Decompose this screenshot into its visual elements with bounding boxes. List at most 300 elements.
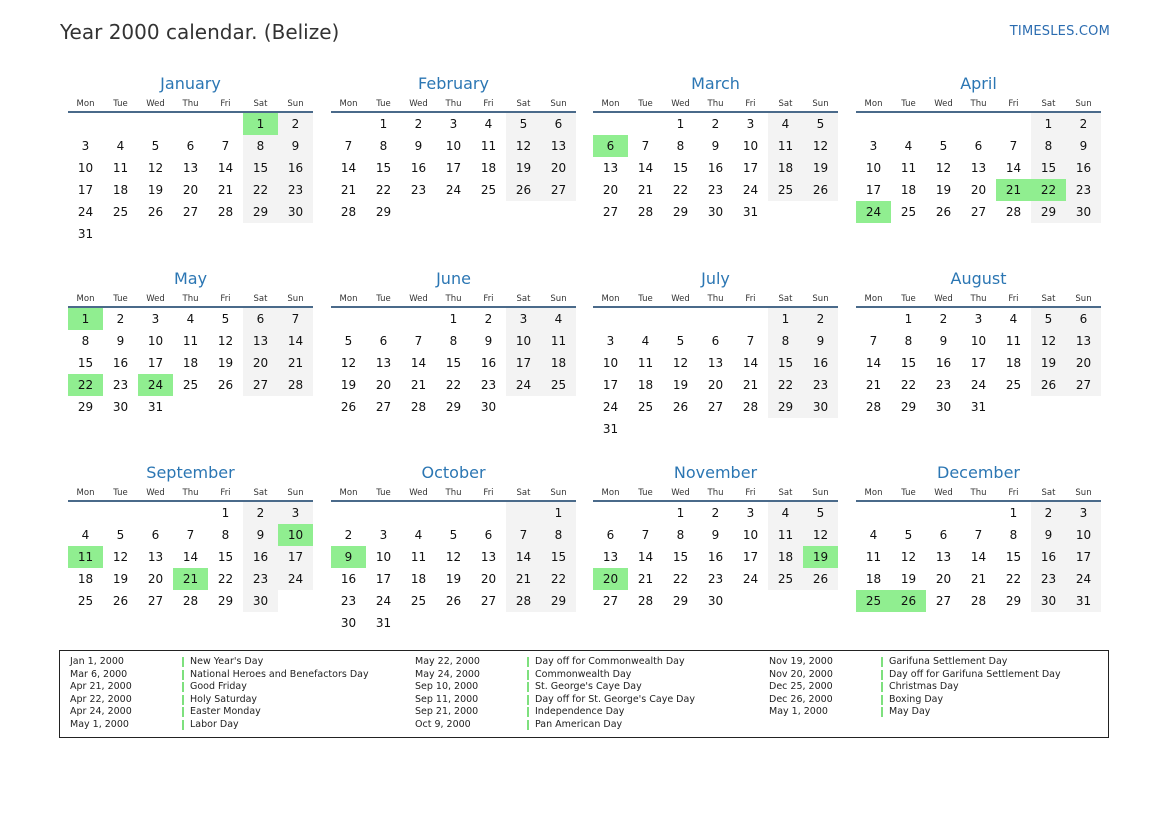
day-cell[interactable]: 3: [746, 117, 755, 131]
day-cell[interactable]: 17: [506, 352, 541, 374]
day-cell[interactable]: 24: [278, 568, 313, 590]
day-cell[interactable]: 16: [480, 356, 497, 370]
day-cell[interactable]: 14: [278, 330, 313, 352]
day-cell[interactable]: 24: [375, 594, 392, 608]
day-cell[interactable]: 20: [970, 183, 987, 197]
day-cell[interactable]: 13: [602, 550, 619, 564]
day-cell[interactable]: 13: [375, 356, 392, 370]
day-cell[interactable]: 11: [480, 139, 497, 153]
day-cell[interactable]: 9: [116, 334, 125, 348]
day-cell[interactable]: 11: [1005, 334, 1022, 348]
day-cell[interactable]: 31: [602, 422, 619, 436]
day-cell[interactable]: 19: [445, 572, 462, 586]
day-cell[interactable]: 18: [541, 352, 576, 374]
day-cell[interactable]: 8: [379, 139, 388, 153]
day-cell[interactable]: 13: [1066, 330, 1101, 352]
day-cell[interactable]: 2: [711, 117, 720, 131]
day-cell[interactable]: 17: [445, 161, 462, 175]
day-cell[interactable]: 12: [900, 550, 917, 564]
day-cell[interactable]: 28: [742, 400, 759, 414]
day-cell[interactable]: 24: [856, 201, 891, 223]
day-cell[interactable]: 23: [803, 374, 838, 396]
day-cell[interactable]: 11: [182, 334, 199, 348]
day-cell[interactable]: 23: [243, 568, 278, 590]
day-cell[interactable]: 3: [974, 312, 983, 326]
day-cell[interactable]: 18: [865, 572, 882, 586]
day-cell[interactable]: 29: [900, 400, 917, 414]
day-cell[interactable]: 15: [77, 356, 94, 370]
day-cell[interactable]: 27: [182, 205, 199, 219]
day-cell[interactable]: 23: [278, 179, 313, 201]
day-cell[interactable]: 14: [217, 161, 234, 175]
day-cell[interactable]: 28: [637, 205, 654, 219]
day-cell[interactable]: 14: [1005, 161, 1022, 175]
day-cell[interactable]: 29: [77, 400, 94, 414]
day-cell[interactable]: 20: [182, 183, 199, 197]
day-cell[interactable]: 17: [970, 356, 987, 370]
day-cell[interactable]: 7: [186, 528, 195, 542]
day-cell[interactable]: 3: [506, 307, 541, 330]
day-cell[interactable]: 25: [856, 590, 891, 612]
day-cell[interactable]: 24: [602, 400, 619, 414]
day-cell[interactable]: 9: [1066, 135, 1101, 157]
day-cell[interactable]: 17: [1066, 546, 1101, 568]
day-cell[interactable]: 4: [641, 334, 650, 348]
day-cell[interactable]: 27: [1066, 374, 1101, 396]
day-cell[interactable]: 29: [217, 594, 234, 608]
day-cell[interactable]: 14: [637, 161, 654, 175]
day-cell[interactable]: 27: [935, 594, 952, 608]
day-cell[interactable]: 13: [935, 550, 952, 564]
day-cell[interactable]: 24: [138, 374, 173, 396]
day-cell[interactable]: 19: [935, 183, 952, 197]
day-cell[interactable]: 22: [900, 378, 917, 392]
day-cell[interactable]: 25: [768, 568, 803, 590]
day-cell[interactable]: 23: [340, 594, 357, 608]
day-cell[interactable]: 20: [375, 378, 392, 392]
day-cell[interactable]: 24: [742, 183, 759, 197]
day-cell[interactable]: 25: [541, 374, 576, 396]
day-cell[interactable]: 6: [151, 528, 160, 542]
day-cell[interactable]: 4: [1009, 312, 1018, 326]
day-cell[interactable]: 19: [147, 183, 164, 197]
day-cell[interactable]: 20: [707, 378, 724, 392]
day-cell[interactable]: 29: [672, 205, 689, 219]
day-cell[interactable]: 14: [340, 161, 357, 175]
day-cell[interactable]: 9: [414, 139, 423, 153]
day-cell[interactable]: 4: [484, 117, 493, 131]
day-cell[interactable]: 4: [186, 312, 195, 326]
day-cell[interactable]: 5: [116, 528, 125, 542]
day-cell[interactable]: 8: [768, 330, 803, 352]
day-cell[interactable]: 16: [278, 157, 313, 179]
day-cell[interactable]: 1: [379, 117, 388, 131]
day-cell[interactable]: 11: [68, 546, 103, 568]
day-cell[interactable]: 21: [970, 572, 987, 586]
day-cell[interactable]: 16: [1031, 546, 1066, 568]
day-cell[interactable]: 5: [506, 112, 541, 135]
day-cell[interactable]: 22: [243, 179, 278, 201]
day-cell[interactable]: 10: [865, 161, 882, 175]
day-cell[interactable]: 9: [711, 139, 720, 153]
day-cell[interactable]: 30: [707, 594, 724, 608]
day-cell[interactable]: 28: [278, 374, 313, 396]
day-cell[interactable]: 6: [243, 307, 278, 330]
day-cell[interactable]: 15: [768, 352, 803, 374]
day-cell[interactable]: 3: [746, 506, 755, 520]
day-cell[interactable]: 6: [484, 528, 493, 542]
day-cell[interactable]: 20: [541, 157, 576, 179]
day-cell[interactable]: 13: [243, 330, 278, 352]
day-cell[interactable]: 4: [768, 501, 803, 524]
day-cell[interactable]: 20: [480, 572, 497, 586]
day-cell[interactable]: 28: [970, 594, 987, 608]
day-cell[interactable]: 15: [900, 356, 917, 370]
day-cell[interactable]: 4: [116, 139, 125, 153]
day-cell[interactable]: 1: [541, 501, 576, 524]
day-cell[interactable]: 12: [340, 356, 357, 370]
day-cell[interactable]: 26: [891, 590, 926, 612]
day-cell[interactable]: 19: [112, 572, 129, 586]
day-cell[interactable]: 5: [803, 501, 838, 524]
day-cell[interactable]: 5: [803, 112, 838, 135]
day-cell[interactable]: 3: [151, 312, 160, 326]
day-cell[interactable]: 29: [1005, 594, 1022, 608]
day-cell[interactable]: 6: [974, 139, 983, 153]
day-cell[interactable]: 26: [506, 179, 541, 201]
day-cell[interactable]: 25: [480, 183, 497, 197]
day-cell[interactable]: 30: [340, 616, 357, 630]
day-cell[interactable]: 24: [506, 374, 541, 396]
day-cell[interactable]: 19: [217, 356, 234, 370]
day-cell[interactable]: 27: [147, 594, 164, 608]
day-cell[interactable]: 2: [116, 312, 125, 326]
day-cell[interactable]: 21: [996, 179, 1031, 201]
day-cell[interactable]: 12: [217, 334, 234, 348]
day-cell[interactable]: 6: [606, 528, 615, 542]
day-cell[interactable]: 12: [147, 161, 164, 175]
day-cell[interactable]: 1: [676, 506, 685, 520]
day-cell[interactable]: 16: [1066, 157, 1101, 179]
day-cell[interactable]: 2: [414, 117, 423, 131]
day-cell[interactable]: 12: [506, 135, 541, 157]
day-cell[interactable]: 30: [1066, 201, 1101, 223]
day-cell[interactable]: 14: [742, 356, 759, 370]
day-cell[interactable]: 23: [1066, 179, 1101, 201]
day-cell[interactable]: 20: [935, 572, 952, 586]
day-cell[interactable]: 24: [1066, 568, 1101, 590]
day-cell[interactable]: 7: [414, 334, 423, 348]
day-cell[interactable]: 2: [711, 506, 720, 520]
day-cell[interactable]: 25: [112, 205, 129, 219]
day-cell[interactable]: 9: [711, 528, 720, 542]
day-cell[interactable]: 6: [186, 139, 195, 153]
site-link[interactable]: TIMESLES.COM: [1009, 24, 1110, 39]
day-cell[interactable]: 11: [541, 330, 576, 352]
day-cell[interactable]: 10: [970, 334, 987, 348]
day-cell[interactable]: 7: [746, 334, 755, 348]
day-cell[interactable]: 16: [410, 161, 427, 175]
day-cell[interactable]: 25: [410, 594, 427, 608]
day-cell[interactable]: 8: [1031, 135, 1066, 157]
day-cell[interactable]: 8: [676, 139, 685, 153]
day-cell[interactable]: 16: [707, 550, 724, 564]
day-cell[interactable]: 18: [410, 572, 427, 586]
day-cell[interactable]: 13: [147, 550, 164, 564]
day-cell[interactable]: 30: [112, 400, 129, 414]
day-cell[interactable]: 8: [81, 334, 90, 348]
day-cell[interactable]: 27: [480, 594, 497, 608]
day-cell[interactable]: 17: [742, 161, 759, 175]
day-cell[interactable]: 21: [173, 568, 208, 590]
day-cell[interactable]: 14: [506, 546, 541, 568]
day-cell[interactable]: 21: [865, 378, 882, 392]
day-cell[interactable]: 18: [182, 356, 199, 370]
day-cell[interactable]: 18: [480, 161, 497, 175]
day-cell[interactable]: 18: [768, 546, 803, 568]
day-cell[interactable]: 2: [243, 501, 278, 524]
day-cell[interactable]: 11: [900, 161, 917, 175]
day-cell[interactable]: 21: [506, 568, 541, 590]
day-cell[interactable]: 26: [1031, 374, 1066, 396]
day-cell[interactable]: 5: [344, 334, 353, 348]
day-cell[interactable]: 15: [672, 161, 689, 175]
day-cell[interactable]: 16: [803, 352, 838, 374]
day-cell[interactable]: 22: [541, 568, 576, 590]
day-cell[interactable]: 17: [602, 378, 619, 392]
day-cell[interactable]: 8: [243, 135, 278, 157]
day-cell[interactable]: 10: [77, 161, 94, 175]
day-cell[interactable]: 27: [375, 400, 392, 414]
day-cell[interactable]: 18: [637, 378, 654, 392]
day-cell[interactable]: 14: [637, 550, 654, 564]
day-cell[interactable]: 11: [112, 161, 129, 175]
day-cell[interactable]: 10: [602, 356, 619, 370]
day-cell[interactable]: 20: [602, 183, 619, 197]
day-cell[interactable]: 29: [375, 205, 392, 219]
day-cell[interactable]: 9: [939, 334, 948, 348]
day-cell[interactable]: 10: [1066, 524, 1101, 546]
day-cell[interactable]: 20: [593, 568, 628, 590]
day-cell[interactable]: 3: [278, 501, 313, 524]
day-cell[interactable]: 31: [375, 616, 392, 630]
day-cell[interactable]: 12: [1031, 330, 1066, 352]
day-cell[interactable]: 26: [112, 594, 129, 608]
day-cell[interactable]: 9: [278, 135, 313, 157]
day-cell[interactable]: 4: [541, 307, 576, 330]
day-cell[interactable]: 30: [935, 400, 952, 414]
day-cell[interactable]: 23: [707, 572, 724, 586]
day-cell[interactable]: 11: [865, 550, 882, 564]
day-cell[interactable]: 28: [1005, 205, 1022, 219]
day-cell[interactable]: 28: [182, 594, 199, 608]
day-cell[interactable]: 17: [375, 572, 392, 586]
day-cell[interactable]: 12: [445, 550, 462, 564]
day-cell[interactable]: 28: [865, 400, 882, 414]
day-cell[interactable]: 15: [243, 157, 278, 179]
day-cell[interactable]: 22: [375, 183, 392, 197]
day-cell[interactable]: 21: [742, 378, 759, 392]
day-cell[interactable]: 27: [541, 179, 576, 201]
day-cell[interactable]: 15: [375, 161, 392, 175]
day-cell[interactable]: 11: [410, 550, 427, 564]
day-cell[interactable]: 5: [676, 334, 685, 348]
day-cell[interactable]: 23: [480, 378, 497, 392]
day-cell[interactable]: 3: [1066, 501, 1101, 524]
day-cell[interactable]: 17: [77, 183, 94, 197]
day-cell[interactable]: 1: [449, 312, 458, 326]
day-cell[interactable]: 15: [1005, 550, 1022, 564]
day-cell[interactable]: 13: [541, 135, 576, 157]
day-cell[interactable]: 24: [970, 378, 987, 392]
day-cell[interactable]: 30: [243, 590, 278, 612]
day-cell[interactable]: 26: [803, 568, 838, 590]
day-cell[interactable]: 3: [379, 528, 388, 542]
day-cell[interactable]: 7: [344, 139, 353, 153]
day-cell[interactable]: 15: [445, 356, 462, 370]
day-cell[interactable]: 22: [672, 183, 689, 197]
day-cell[interactable]: 21: [637, 183, 654, 197]
day-cell[interactable]: 19: [900, 572, 917, 586]
day-cell[interactable]: 5: [939, 139, 948, 153]
day-cell[interactable]: 4: [768, 112, 803, 135]
day-cell[interactable]: 4: [904, 139, 913, 153]
day-cell[interactable]: 2: [1066, 112, 1101, 135]
day-cell[interactable]: 7: [641, 139, 650, 153]
day-cell[interactable]: 6: [939, 528, 948, 542]
day-cell[interactable]: 15: [1031, 157, 1066, 179]
day-cell[interactable]: 1: [1031, 112, 1066, 135]
day-cell[interactable]: 17: [742, 550, 759, 564]
day-cell[interactable]: 1: [768, 307, 803, 330]
day-cell[interactable]: 21: [217, 183, 234, 197]
day-cell[interactable]: 14: [182, 550, 199, 564]
day-cell[interactable]: 2: [278, 112, 313, 135]
day-cell[interactable]: 14: [410, 356, 427, 370]
day-cell[interactable]: 10: [278, 524, 313, 546]
day-cell[interactable]: 30: [278, 201, 313, 223]
day-cell[interactable]: 17: [865, 183, 882, 197]
day-cell[interactable]: 18: [77, 572, 94, 586]
day-cell[interactable]: 13: [480, 550, 497, 564]
day-cell[interactable]: 6: [593, 135, 628, 157]
day-cell[interactable]: 15: [672, 550, 689, 564]
day-cell[interactable]: 10: [742, 139, 759, 153]
day-cell[interactable]: 10: [506, 330, 541, 352]
day-cell[interactable]: 7: [1009, 139, 1018, 153]
day-cell[interactable]: 25: [1005, 378, 1022, 392]
day-cell[interactable]: 8: [676, 528, 685, 542]
day-cell[interactable]: 27: [602, 594, 619, 608]
day-cell[interactable]: 26: [672, 400, 689, 414]
day-cell[interactable]: 20: [1066, 352, 1101, 374]
day-cell[interactable]: 6: [541, 112, 576, 135]
day-cell[interactable]: 9: [803, 330, 838, 352]
day-cell[interactable]: 9: [243, 524, 278, 546]
day-cell[interactable]: 22: [672, 572, 689, 586]
day-cell[interactable]: 1: [676, 117, 685, 131]
day-cell[interactable]: 28: [637, 594, 654, 608]
day-cell[interactable]: 26: [217, 378, 234, 392]
day-cell[interactable]: 29: [243, 201, 278, 223]
day-cell[interactable]: 21: [637, 572, 654, 586]
day-cell[interactable]: 5: [1031, 307, 1066, 330]
day-cell[interactable]: 16: [935, 356, 952, 370]
day-cell[interactable]: 30: [803, 396, 838, 418]
day-cell[interactable]: 2: [803, 307, 838, 330]
day-cell[interactable]: 12: [112, 550, 129, 564]
day-cell[interactable]: 19: [340, 378, 357, 392]
day-cell[interactable]: 27: [970, 205, 987, 219]
day-cell[interactable]: 18: [1005, 356, 1022, 370]
day-cell[interactable]: 13: [602, 161, 619, 175]
day-cell[interactable]: 2: [1031, 501, 1066, 524]
day-cell[interactable]: 16: [243, 546, 278, 568]
day-cell[interactable]: 24: [742, 572, 759, 586]
day-cell[interactable]: 18: [900, 183, 917, 197]
day-cell[interactable]: 14: [970, 550, 987, 564]
day-cell[interactable]: 1: [221, 506, 230, 520]
day-cell[interactable]: 26: [340, 400, 357, 414]
day-cell[interactable]: 10: [445, 139, 462, 153]
day-cell[interactable]: 31: [1066, 590, 1101, 612]
day-cell[interactable]: 31: [77, 227, 94, 241]
day-cell[interactable]: 8: [221, 528, 230, 542]
day-cell[interactable]: 22: [1031, 179, 1066, 201]
day-cell[interactable]: 6: [1066, 307, 1101, 330]
day-cell[interactable]: 29: [672, 594, 689, 608]
day-cell[interactable]: 3: [869, 139, 878, 153]
day-cell[interactable]: 25: [768, 179, 803, 201]
day-cell[interactable]: 23: [707, 183, 724, 197]
day-cell[interactable]: 13: [970, 161, 987, 175]
day-cell[interactable]: 28: [410, 400, 427, 414]
day-cell[interactable]: 5: [449, 528, 458, 542]
day-cell[interactable]: 2: [484, 312, 493, 326]
day-cell[interactable]: 4: [869, 528, 878, 542]
day-cell[interactable]: 15: [217, 550, 234, 564]
day-cell[interactable]: 23: [112, 378, 129, 392]
day-cell[interactable]: 5: [151, 139, 160, 153]
day-cell[interactable]: 11: [637, 356, 654, 370]
day-cell[interactable]: 13: [707, 356, 724, 370]
day-cell[interactable]: 11: [768, 524, 803, 546]
day-cell[interactable]: 15: [541, 546, 576, 568]
day-cell[interactable]: 1: [904, 312, 913, 326]
day-cell[interactable]: 26: [445, 594, 462, 608]
day-cell[interactable]: 10: [147, 334, 164, 348]
day-cell[interactable]: 4: [81, 528, 90, 542]
day-cell[interactable]: 17: [147, 356, 164, 370]
day-cell[interactable]: 31: [742, 205, 759, 219]
day-cell[interactable]: 27: [707, 400, 724, 414]
day-cell[interactable]: 7: [641, 528, 650, 542]
day-cell[interactable]: 8: [904, 334, 913, 348]
day-cell[interactable]: 7: [278, 307, 313, 330]
day-cell[interactable]: 14: [865, 356, 882, 370]
day-cell[interactable]: 21: [410, 378, 427, 392]
day-cell[interactable]: 25: [900, 205, 917, 219]
day-cell[interactable]: 7: [221, 139, 230, 153]
day-cell[interactable]: 10: [742, 528, 759, 542]
day-cell[interactable]: 25: [182, 378, 199, 392]
day-cell[interactable]: 9: [331, 546, 366, 568]
day-cell[interactable]: 22: [1005, 572, 1022, 586]
day-cell[interactable]: 1: [243, 112, 278, 135]
day-cell[interactable]: 3: [81, 139, 90, 153]
day-cell[interactable]: 21: [278, 352, 313, 374]
day-cell[interactable]: 26: [935, 205, 952, 219]
